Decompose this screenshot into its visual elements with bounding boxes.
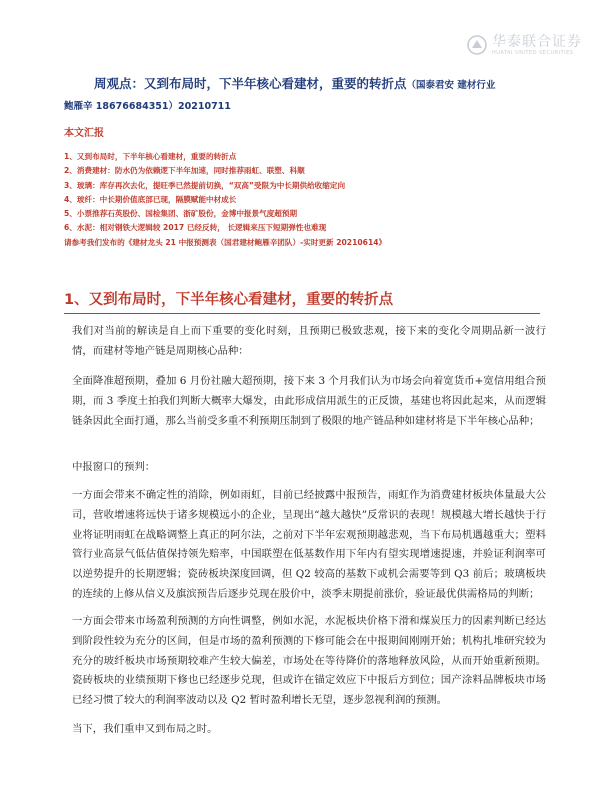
summary-reference: 请参考我们发布的《建材龙头 21 中报预测表（国君建材鲍雁辛团队）-实时更新 20210614》: [64, 237, 387, 247]
report-title-source: （国泰君安 建材行业: [406, 80, 496, 91]
paragraph-certainty: 一方面会带来不确定性的消除，例如雨虹，目前已经披露中报预告，雨虹作为消费建材板块体量最大公司，营收增速将远快于诸多规模远小的企业，呈现出“越大越快”反常识的表现！规模越大增长越快于行业将证明雨虹在战略调整上真正的阿尔法，之前对下半年宏观预期越悲观，当下布局机遇越重大；塑料管行业高景气低估值保持领先赔率，中国联塑在低基数作用下年内有望实现增速提速，并验证利润率可以逆势提升的长期逻辑；瓷砖板块深度回调，但 Q2 较高的基数下或机会需要等到 Q3 前后；玻璃板块的连续的上修从信义及旗滨预告后逐步兑现在股价中，淡季末期提前涨价，验证最优供需格局的判断；: [72, 489, 546, 600]
summary-item: 3、玻璃：库存再次去化，提旺季已然提前切换，“双高”受限为中长期供给收缩定向: [64, 180, 346, 190]
paragraph-conclusion: 当下，我们重申又到布局之时。: [72, 723, 218, 735]
paragraph-policy: 全面降准超预期，叠加 6 月份社融大超预期，接下来 3 个月我们认为市场会向着宽货币+宽信用组合预期，而 3 季度土拍我们判断大概率大爆发，由此形成信用派生的正反馈，基建也将因此起来，从而逻辑链条因此全面打通，那么当前受多重不利预期压制到了极限的地产链品种如建材将是下半年核心品种；: [72, 375, 546, 427]
summary-heading: 本文汇报: [64, 128, 104, 139]
summary-item: 5、小票推荐石英股份、国检集团、浙矿股份，金博中报景气度超预期: [64, 209, 298, 219]
brand-logo: [466, 30, 590, 60]
brand-emblem-icon: [466, 34, 488, 56]
paragraph-window-label: 中报窗口的预判：: [72, 461, 156, 473]
section-divider: [64, 313, 540, 314]
paragraph-intro: 我们对当前的解读是自上而下重要的变化时刻，且预期已极致悲观，接下来的变化令周期品新一波行情，而建材等地产链是周期核心品种：: [72, 325, 546, 357]
report-author: 鲍雁辛 18676684351）20210711: [64, 101, 231, 112]
brand-name-cn: 华泰联合证券: [492, 33, 582, 50]
summary-item: 4、玻纤：中长期价值底部已现，隔膜赋能中材成长: [64, 194, 237, 204]
brand-name-en: HUATAI UNITED SECURITIES: [492, 49, 574, 56]
section-heading: 1、又到布局时，下半年核心看建材，重要的转折点: [64, 292, 394, 308]
summary-item: 2、消费建材：防水仍为依赖逻下半年加速，同时推荐雨虹、联塑、科顺: [64, 166, 305, 176]
report-title-main: 周观点：又到布局时，下半年核心看建材，重要的转折点: [94, 76, 407, 91]
report-title: [94, 74, 564, 92]
summary-item: 6、水泥：相对钢铁大逻辑较 2017 已经反转， 长逻辑来压下短期弹性也难现: [64, 223, 327, 233]
summary-item: 1、又到布局时，下半年核心看建材，重要的转折点: [64, 152, 237, 161]
paragraph-forecast: 一方面会带来市场盈利预测的方向性调整，例如水泥，水泥板块价格下滑和煤炭压力的因素判断已经达到阶段性较为充分的区间，但是市场的盈利预测的下修可能会在中报期间刚刚开始；机构扎堆研究较为充分的玻纤板块市场预期较难产生较大偏差，市场处在等待降价的落地释放风险，从而开始重新预期。瓷砖板块的业绩预期下修也已经逐步兑现，但或许在锚定效应下中报后方到位；国产涂料品牌板块市场已经习惯了较大的利润率波动以及 Q2 暂时盈利增长无望，逐步忽视利润的预测。: [72, 615, 546, 707]
summary-list: [64, 150, 544, 250]
